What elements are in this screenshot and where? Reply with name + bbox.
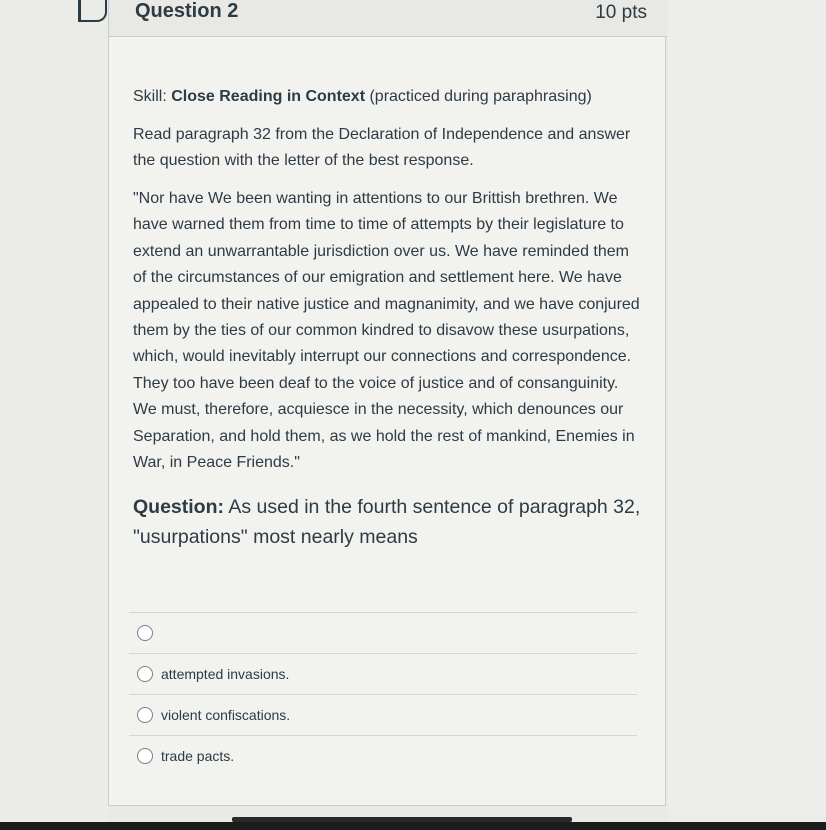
question-text: As used in the fourth sentence of paragraph 32, "usurpations" most nearly means bbox=[133, 496, 641, 549]
question-points: 10 pts bbox=[595, 2, 647, 23]
radio-icon[interactable] bbox=[137, 707, 153, 723]
bottom-edge bbox=[0, 822, 826, 830]
question-card bbox=[108, 0, 666, 806]
question-title: Question 2 bbox=[135, 0, 239, 22]
answer-option-3[interactable] bbox=[129, 695, 637, 735]
question-label: Question: bbox=[133, 496, 224, 519]
radio-icon[interactable] bbox=[137, 625, 153, 641]
question-body bbox=[133, 84, 643, 552]
answer-option-2[interactable] bbox=[129, 654, 637, 694]
answer-label: attempted invasions. bbox=[161, 666, 290, 682]
skill-line bbox=[133, 84, 643, 110]
answer-list bbox=[129, 612, 637, 776]
passage: "Nor have We been wanting in attentions to our Brittish brethren. We have warned them from time to time of attempts by their legislature to extend an unwarrantable jurisdiction over us. We have reminded them of the circumstances of our emigration and settlement here. We have appealed to their native justice and magnanimity, and we have conjured them by the ties of our common kindred to disavow these usurpations, which, would inevitably interrupt our connections and correspondence. They too have been deaf to the voice of justice and of consanguinity. We must, therefore, acquiesce in the necessity, which denounces our Separation, and hold them, as we hold the rest of mankind, Enemies in War, in Peace Friends." bbox=[133, 190, 640, 472]
answer-label: trade pacts. bbox=[161, 748, 235, 764]
skill-name: Close Reading in Context bbox=[171, 88, 366, 105]
skill-prefix: Skill: bbox=[133, 88, 172, 105]
flag-icon[interactable] bbox=[78, 0, 107, 22]
question-header bbox=[109, 0, 667, 37]
answer-option-4[interactable] bbox=[129, 736, 637, 776]
instructions: Read paragraph 32 from the Declaration of Independence and answer the question with the letter of the best response. bbox=[133, 126, 631, 169]
radio-icon[interactable] bbox=[137, 666, 153, 682]
skill-suffix: (practiced during paraphrasing) bbox=[365, 88, 592, 105]
radio-icon[interactable] bbox=[137, 748, 153, 764]
answer-label: violent confiscations. bbox=[161, 707, 291, 723]
question-prompt bbox=[133, 492, 643, 552]
left-margin bbox=[0, 0, 108, 830]
answer-option-1[interactable] bbox=[129, 613, 637, 653]
right-margin bbox=[668, 0, 826, 830]
